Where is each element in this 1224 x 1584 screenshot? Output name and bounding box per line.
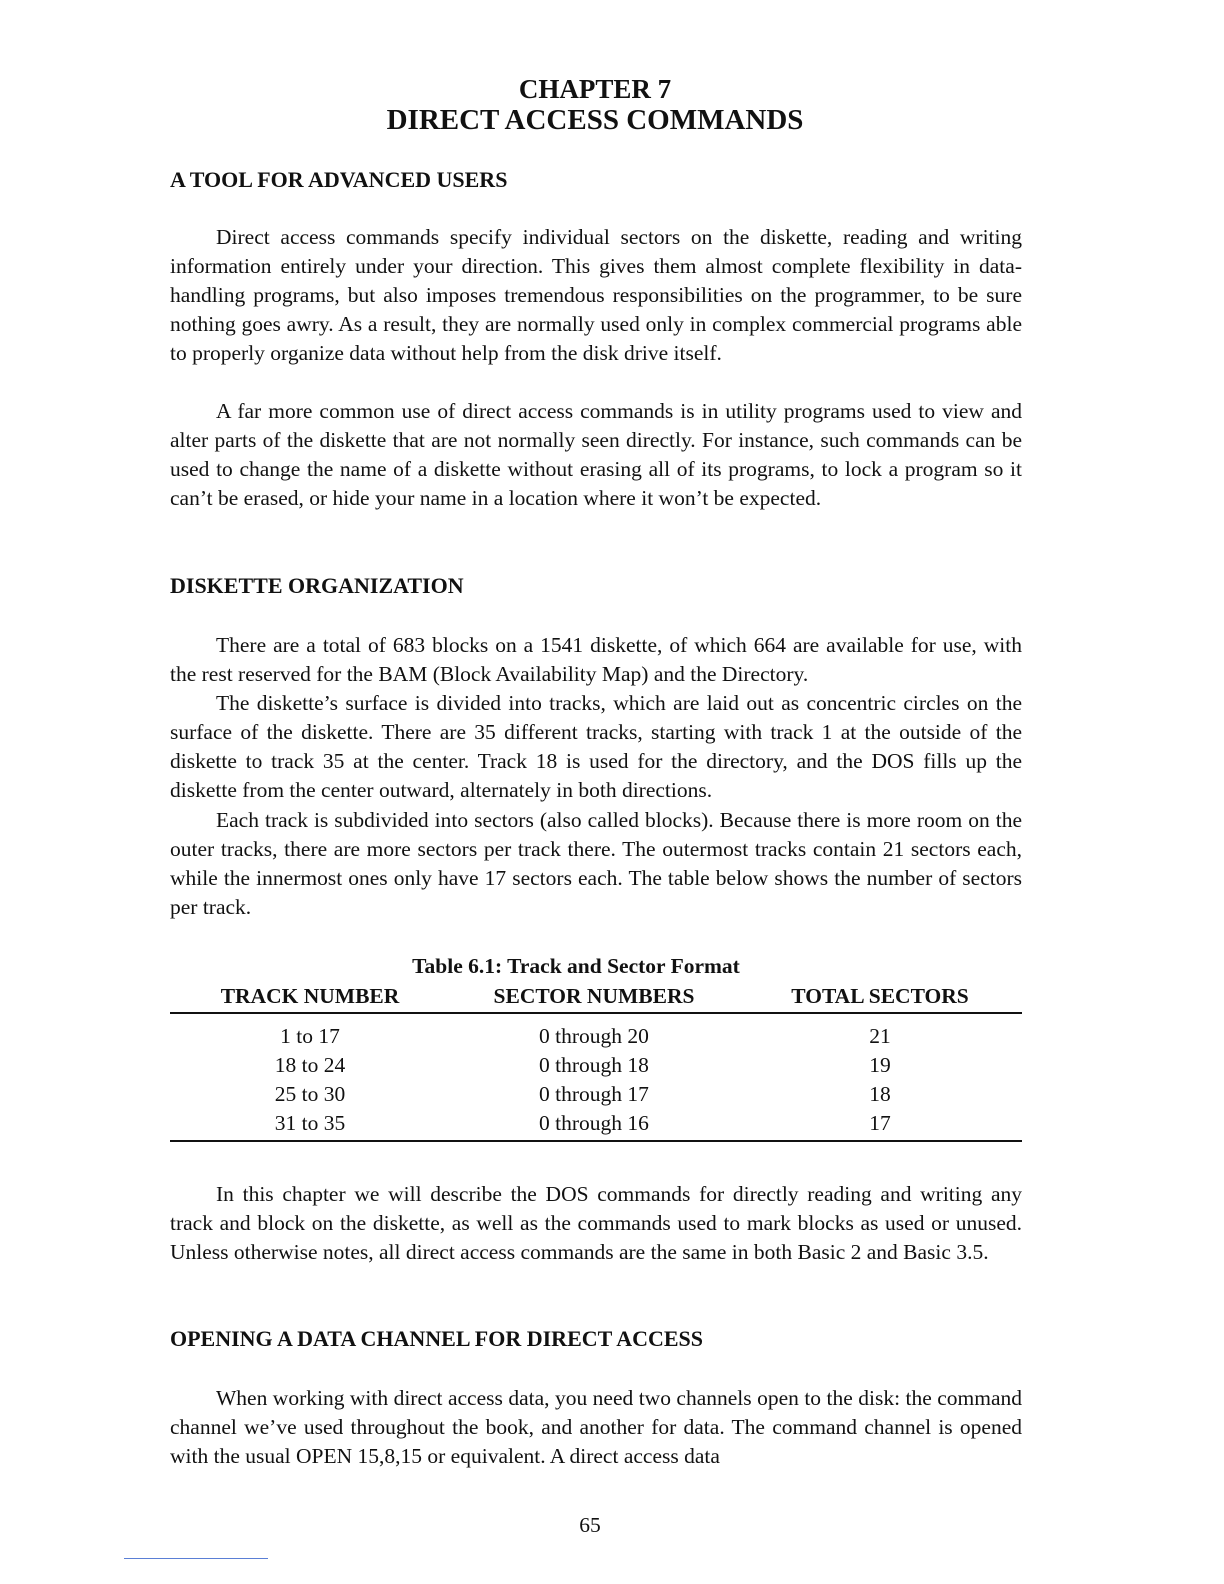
paragraph-after-table: In this chapter we will describe the DOS commands for directly reading and writing any track and block on the diskette, as well as the commands used to mark blocks as used or unused. Unless otherwise notes, all direct access commands are the same in both Basic 2 and Basic 3.5. xyxy=(170,1182,1022,1264)
table-cell-track: 18 to 24 xyxy=(274,1053,346,1077)
table-cell-sectors: 0 through 17 xyxy=(539,1082,649,1106)
table-row xyxy=(170,1022,1022,1051)
paragraph-organization-2: The diskette’s surface is divided into tracks, which are laid out as concentric circles on the surface of the diskette. There are 35 different tracks, starting with track 1 at the outside of the diskette to track 35 at the center. Track 18 is used for the directory, and the DOS fills up the diskette from the center outward, alternately in both directions. xyxy=(170,691,1022,802)
corner-divider xyxy=(124,1558,268,1559)
table-cell-track: 1 to 17 xyxy=(280,1024,340,1048)
table-header-sector: SECTOR NUMBERS xyxy=(493,984,695,1008)
table-row xyxy=(170,1051,1022,1080)
table-cell-total: 19 xyxy=(869,1053,891,1077)
table-cell-total: 17 xyxy=(869,1111,891,1135)
table-cell-total: 18 xyxy=(869,1082,891,1106)
chapter-title: DIRECT ACCESS COMMANDS xyxy=(386,104,804,136)
paragraph-tool-2: A far more common use of direct access commands is in utility programs used to view and alter parts of the diskette that are not normally seen directly. For instance, such commands can be used to change the name of a diskette without erasing all of its programs, to lock a program so it can’t be erased, or hide your name in a location where it won’t be expected. xyxy=(170,399,1022,510)
table-cell-track: 25 to 30 xyxy=(274,1082,346,1106)
paragraph-organization-1: There are a total of 683 blocks on a 1541 diskette, of which 664 are available for use, with the rest reserved for the BAM (Block Availability Map) and the Directory. xyxy=(170,633,1022,686)
table-row xyxy=(170,1080,1022,1109)
table-cell-sectors: 0 through 20 xyxy=(539,1024,649,1048)
paragraph-tool-1: Direct access commands specify individual sectors on the diskette, reading and writing information entirely under your direction. This gives them almost complete flexibility in data-handling programs, but also imposes tremendous responsibilities on the programmer, to be sure nothing goes awry. As a result, they are normally used only in complex commercial programs able to properly organize data without help from the disk drive itself. xyxy=(170,225,1022,365)
section-heading-organization: DISKETTE ORGANIZATION xyxy=(170,573,464,598)
table-cell-track: 31 to 35 xyxy=(274,1111,346,1135)
chapter-number: CHAPTER 7 xyxy=(518,74,672,104)
table-row xyxy=(170,1109,1022,1138)
page-number: 65 xyxy=(579,1513,601,1537)
table-cell-sectors: 0 through 18 xyxy=(539,1053,649,1077)
section-heading-tool: A TOOL FOR ADVANCED USERS xyxy=(170,167,508,192)
table-header-track: TRACK NUMBER xyxy=(220,984,400,1008)
paragraph-organization-3: Each track is subdivided into sectors (also called blocks). Because there is more room on the outer tracks, there are more sectors per track there. The outermost tracks contain 21 sectors each, while the innermost ones only have 17 sectors each. The table below shows the number of sectors per track. xyxy=(170,808,1022,919)
table-cell-sectors: 0 through 16 xyxy=(539,1111,649,1135)
table-caption: Table 6.1: Track and Sector Format xyxy=(412,954,740,978)
paragraph-opening-1: When working with direct access data, you need two channels open to the disk: the command channel we’ve used throughout the book, and another for data. The command channel is opened with the usual OPEN 15,8,15 or equivalent. A direct access data xyxy=(170,1386,1022,1468)
table-header-total: TOTAL SECTORS xyxy=(791,984,969,1008)
table-header xyxy=(170,982,1022,1014)
section-heading-opening: OPENING A DATA CHANNEL FOR DIRECT ACCESS xyxy=(170,1326,703,1351)
table-body xyxy=(170,1022,1022,1142)
table-cell-total: 21 xyxy=(869,1024,891,1048)
